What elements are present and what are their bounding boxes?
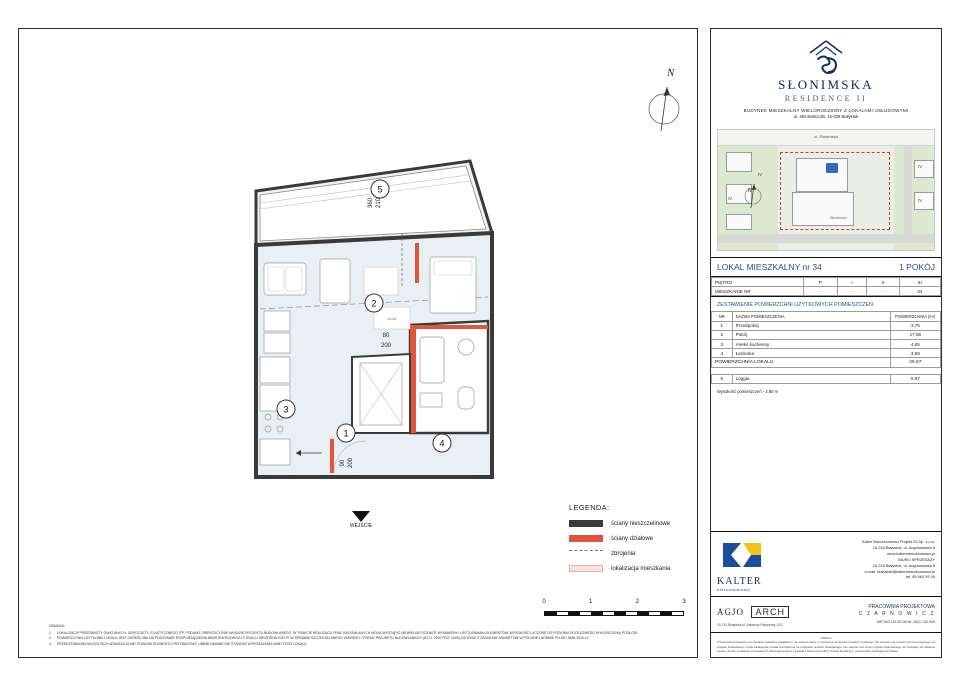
floor-row-label: PIĘTRO	[712, 278, 804, 287]
agjo-name: AGJO	[717, 607, 745, 618]
legend-swatch-location	[569, 565, 603, 572]
scale-tick-2: 2	[635, 599, 639, 605]
legend-item-partition	[569, 535, 699, 542]
room-name: Aneks kuchenny	[732, 339, 890, 348]
architect-block	[711, 596, 941, 632]
sitemap-unit-highlight	[826, 163, 838, 173]
col-area: POWIERZCHNIA (m²)	[890, 312, 940, 321]
sitemap-road-south	[718, 234, 935, 243]
developer-line: www.kalternieruchomosci.pl	[886, 550, 935, 556]
svg-text:stolik: stolik	[387, 316, 397, 321]
svg-text:1: 1	[343, 428, 349, 439]
svg-text:210: 210	[376, 197, 382, 209]
room-name: Pokój	[732, 330, 890, 339]
svg-text:4: 4	[439, 438, 445, 449]
developer-line: e-mail: bialystok@kalternieruchomosci.pl	[864, 568, 935, 574]
kalter-name: KALTER	[717, 576, 762, 588]
unit-title: LOKAL MIESZKALNY nr 34	[717, 262, 822, 272]
sitemap-sector-label: IV	[918, 164, 923, 169]
room-nr: 3	[712, 339, 733, 348]
svg-text:90: 90	[340, 459, 346, 467]
sitemap-road-east	[904, 146, 912, 242]
legend-label-bearing: ściany nieszczelinowe	[611, 520, 671, 527]
developer-block	[711, 531, 941, 596]
apartment-floorplan	[234, 147, 554, 507]
room-nr: 1	[712, 321, 733, 330]
sitemap-north-icon	[742, 180, 764, 210]
sitemap-subject-building-b	[792, 192, 854, 226]
table-row	[712, 278, 941, 287]
sitemap-building	[726, 152, 752, 172]
developer-line: 15-218 Białystok, ul. Augustowska 8	[872, 545, 935, 551]
svg-text:360: 360	[368, 197, 374, 209]
note-row: 2. POWIERZCHNIA UŻYTKOWA LOKALU JEST OKREŚLONA NA PODSTAWIE ROZPORZĄDZENIA MINISTRA ROZWOJU Z DNIA 11 WRZEŚNIA 2020 R. W SPRAWIE SZCZEGÓŁOWEGO ZAKRESU I FORMY PROJEKTU BUDOWLANEGO (DZ.U. 2020 POZ. 1609) ZGODNIE Z ZASADAMI ZAWARTYMI W POLSKIEJ NORMIE PN-ISO 9836:2015-12	[49, 636, 589, 641]
table-row	[712, 339, 941, 348]
notes-title: UWAGA:	[49, 623, 66, 628]
legend-label-partition: ściany działowe	[611, 535, 654, 542]
sitemap-building	[914, 192, 934, 210]
floor-cell: P	[803, 278, 837, 287]
scale-bar	[544, 599, 684, 621]
col-nr: NR	[712, 312, 733, 321]
developer-line: 15-218 Białystok, ul. Augustowska 8	[872, 562, 935, 568]
note-text-2: POWIERZCHNIA UŻYTKOWA LOKALU JEST OKREŚLONA NA PODSTAWIE ROZPORZĄDZENIA MINISTRA ROZWOJU Z DNIA 11 WRZEŚNIA 2020 R. W SPRAWIE SZCZEGÓŁOWEGO ZAKRESU I FORMY PROJEKTU BUDOWLANEGO (DZ.U. 2020 POZ. 1609) ZGODNIE Z ZASADAMI ZAWARTYMI W POLSKIEJ NORMIE PN-ISO 9836:2015-12	[57, 636, 589, 641]
table-header-row	[712, 312, 941, 321]
total-area-label: POWIERZCHNIA LOKALU	[712, 358, 891, 367]
floor-table	[711, 277, 941, 296]
legend-swatch-bearing-wall	[569, 520, 603, 527]
studio-line-2: C Z A R N O W I C Z	[858, 611, 935, 618]
developer-line: BIURO SPRZEDAŻY	[898, 556, 935, 562]
room-area: 3,76	[890, 321, 940, 330]
slonimska-logo-icon	[804, 39, 848, 75]
agjo-arch-name: ARCH	[751, 606, 789, 618]
developer-line: Kalter Nieruchomości Projekt 20 Sp. z o.o.	[861, 539, 935, 545]
legend-swatch-dashed	[569, 550, 603, 557]
loggia-area: 6,67	[890, 374, 940, 383]
disclaimer-text: Przedmiotowa ilustracja ma charakter wyłącznie poglądowy i nie stanowi oferty w rozumieniu przepisów Kodeksu Cywilnego. Nie stanowi ona również wzorca umownego ani projektu budowlanego. Karta katalogowa została sporządzona na podstawie projektu budowlanego. Nie stanowi ona części projektu budowlanego ani podstawy do zawarcia umowy. W celu uzyskania szczegółowych informacji prosimy o kontakt z biurem sprzedaży. Projekt ilustracyjny, powierzchnie podlegają weryfikacji.	[717, 640, 935, 653]
brand-header	[711, 29, 941, 125]
room-area: 3,69	[890, 349, 940, 358]
site-location-map	[717, 129, 935, 251]
note-row: 1. LOKALIZACJE PRZEDMIOTY OWAT.ANYCH, ODPOCZĘTY, ELASTYCZNEGO ITP. PODANO ORIENTACYJNIE NA BAZIE PROJEKTU BUDOWLANEGO, W TRAKCIE REALIZACJI PRAC BUDOWLANYCH MOGĄ WYSTĄPIĆ NIEWIELKIE RÓŻNICE WYMIARÓW I USYTUOWANIA ELEMENTÓW. WYSOKOŚCI LICZONE DO POZIOMU DOCELOWEGO WYKOŃCZENIA PODŁOGI.	[49, 631, 639, 636]
drawing-notes	[49, 623, 669, 647]
room-name: Przedpokój	[732, 321, 890, 330]
north-label: N	[667, 67, 675, 79]
brand-name: SŁONIMSKA	[778, 77, 874, 92]
table-row	[712, 374, 941, 383]
apartment-cell: -	[867, 287, 900, 296]
kalter-mark-icon	[717, 539, 771, 571]
room-nr: 4	[712, 349, 733, 358]
sitemap-building	[726, 214, 752, 230]
table-row	[712, 287, 941, 296]
floor-cell: III	[899, 278, 940, 287]
room-area: 4,65	[890, 339, 940, 348]
drawing-frame	[18, 28, 698, 658]
scale-bar-graphic	[544, 611, 684, 616]
note-row: 3. PRZEDSTAWIONA NA RZUTACH ARANŻACJA NIE STANOWI ELEMENTU PRZYBUDOWY, UMEBLOWANIE NIE STANOWI WYPOSAŻENIA NABYTEGO LOKALU.	[49, 641, 308, 646]
table-row	[712, 349, 941, 358]
sitemap-street-side-label: Słonimska	[830, 216, 847, 220]
table-total-row	[712, 358, 941, 367]
developer-contact	[803, 539, 935, 592]
scale-tick-1: 1	[588, 599, 593, 605]
loggia-name: Loggia	[732, 374, 890, 383]
sitemap-building	[914, 160, 934, 178]
room-area: 17,56	[890, 330, 940, 339]
legend	[569, 503, 699, 580]
sitemap-sector-label: IV	[728, 196, 733, 201]
brand-description: BUDYNEK MIESZKALNY WIELORODZINNY Z LOKALAMI USŁUGOWYMI	[743, 108, 909, 113]
apartment-row-label: MIESZKANIE NR	[712, 287, 804, 296]
svg-text:200: 200	[380, 343, 392, 349]
unit-room-count: 1 POKÓJ	[899, 262, 935, 272]
apartment-cell: 34	[899, 287, 940, 296]
brand-subtitle: RESIDENCE II	[784, 94, 868, 103]
legend-item-dashed	[569, 550, 699, 557]
apartment-cell: -	[837, 287, 866, 296]
svg-text:3: 3	[283, 404, 289, 415]
kalter-subtitle: nieruchomości	[717, 587, 751, 593]
scale-tick-0: 0	[542, 599, 546, 605]
sitemap-street-label: ul. Słonimska	[814, 134, 838, 139]
loggia-table	[711, 374, 941, 384]
legend-item-location	[569, 565, 699, 572]
room-name: Łazienka	[732, 349, 890, 358]
svg-text:5: 5	[377, 184, 383, 195]
loggia-nr: 5	[712, 374, 733, 383]
sitemap-north-label: N	[748, 188, 752, 194]
sitemap-sector-label: IV	[758, 172, 763, 177]
total-area-value: 29,67	[890, 358, 940, 367]
note-text-1: LOKALIZACJE PRZEDMIOTY OWAT.ANYCH, ODPOCZĘTY, ELASTYCZNEGO ITP. PODANO ORIENTACYJNIE NA BAZIE PROJEKTU BUDOWLANEGO, W TRAKCIE REALIZACJI PRAC BUDOWLANYCH MOGĄ WYSTĄPIĆ NIEWIELKIE RÓŻNICE WYMIARÓW I USYTUOWANIA ELEMENTÓW. WYSOKOŚCI LICZONE DO POZIOMU DOCELOWEGO WYKOŃCZENIA PODŁOGI.	[57, 631, 639, 636]
entrance-marker	[331, 511, 391, 529]
north-arrow	[639, 67, 689, 137]
svg-text:2: 2	[371, 298, 377, 309]
legend-swatch-partition-wall	[569, 535, 603, 542]
architect-address: 15-741 Białystok ul. Antoniuk Fabryczny 12/1	[717, 623, 783, 628]
legend-title: LEGENDA:	[569, 503, 610, 512]
disclaimer-block	[711, 632, 941, 657]
studio-info	[859, 604, 935, 626]
agjo-arch-logo	[717, 602, 859, 627]
scale-tick-3: 3	[682, 599, 686, 605]
sitemap-subject-building-a	[796, 158, 848, 192]
studio-line-1: PRACOWNIA PROJEKTOWA	[868, 603, 935, 610]
svg-text:80: 80	[382, 333, 390, 339]
legend-item-bearing	[569, 520, 699, 527]
table-row	[712, 330, 941, 339]
areas-table	[711, 311, 941, 367]
studio-line-3: NIP 542 116 55 26 tel. 0511 134 040	[876, 620, 935, 625]
brand-address: ul. Słonimska 2B, 15-029 Białystok	[793, 114, 859, 119]
areas-section-title: ZESTAWIENIE POWIERZCHNI UŻYTKOWYCH POMIESZCZEŃ	[711, 296, 941, 311]
kalter-logo	[717, 539, 803, 592]
developer-line: tel. 85 662 93 49	[906, 574, 935, 580]
unit-header	[711, 257, 941, 277]
floor-cell: I	[837, 278, 866, 287]
room-nr: 2	[712, 330, 733, 339]
col-name: NAZWA POMIESZCZENIA	[732, 312, 890, 321]
legend-label-dashed: zbrojenia	[611, 550, 636, 557]
sitemap-sector-label: IV	[918, 198, 923, 203]
table-row	[712, 321, 941, 330]
floor-cell: II	[867, 278, 900, 287]
note-text-3: PRZEDSTAWIONA NA RZUTACH ARANŻACJA NIE STANOWI ELEMENTU PRZYBUDOWY, UMEBLOWANIE NIE STANOWI WYPOSAŻENIA NABYTEGO LOKALU.	[57, 641, 308, 646]
ceiling-height-note: Wysokość pomieszczeń - 2,80 m	[717, 388, 779, 394]
legend-label-location: lokalizacja mieszkania	[611, 565, 671, 572]
title-block	[710, 28, 942, 658]
entrance-label: WEJŚCIE	[349, 523, 373, 529]
apartment-cell: -	[803, 287, 837, 296]
svg-text:200: 200	[348, 457, 354, 469]
disclaimer-title: UWAGA:	[820, 636, 832, 641]
